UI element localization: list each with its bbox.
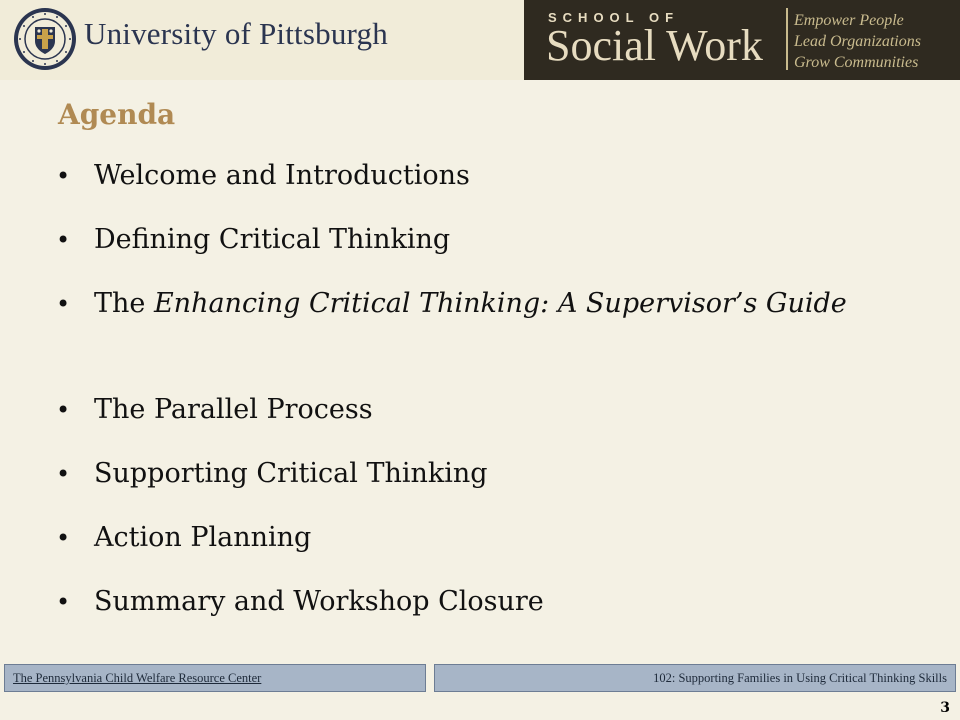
tagline-3: Grow Communities bbox=[794, 54, 919, 71]
agenda-item-text: The Parallel Process bbox=[94, 394, 373, 425]
slide-title: Agenda bbox=[58, 98, 176, 131]
agenda-item bbox=[56, 220, 916, 260]
tagline-1: Empower People bbox=[794, 12, 904, 29]
agenda-item bbox=[56, 518, 916, 558]
bullet-icon: • bbox=[56, 396, 71, 424]
agenda-item-prefix: The bbox=[94, 288, 154, 319]
agenda-item-text: Defining Critical Thinking bbox=[94, 224, 451, 255]
page-number: 3 bbox=[940, 700, 950, 716]
agenda-item-text: Supporting Critical Thinking bbox=[94, 458, 488, 489]
bullet-icon: • bbox=[56, 226, 71, 254]
footer-organization[interactable] bbox=[4, 664, 426, 692]
footer-organization-link[interactable]: The Pennsylvania Child Welfare Resource Center bbox=[13, 671, 262, 685]
agenda-item-text: Action Planning bbox=[94, 522, 312, 553]
footer-course-title: 102: Supporting Families in Using Critical Thinking Skills bbox=[653, 671, 947, 685]
agenda-item bbox=[56, 390, 916, 430]
slide-header bbox=[0, 0, 960, 80]
agenda-item-text: Welcome and Introductions bbox=[94, 160, 470, 191]
guide-title: Enhancing Critical Thinking: A Supervisor’s Guide bbox=[153, 288, 847, 319]
bullet-icon: • bbox=[56, 290, 71, 318]
pitt-banner bbox=[0, 0, 524, 80]
school-name: Social Work bbox=[546, 21, 763, 70]
agenda-item bbox=[56, 582, 916, 622]
university-seal-icon bbox=[13, 7, 77, 71]
agenda-item bbox=[56, 156, 916, 196]
banner-divider bbox=[786, 8, 788, 70]
bullet-icon: • bbox=[56, 162, 71, 190]
agenda-item bbox=[56, 454, 916, 494]
bullet-icon: • bbox=[56, 588, 71, 616]
university-name: University of Pittsburgh bbox=[84, 16, 388, 51]
school-banner bbox=[524, 0, 960, 80]
agenda-item bbox=[56, 284, 916, 324]
footer-course bbox=[434, 664, 956, 692]
taglines bbox=[794, 10, 921, 73]
tagline-2: Lead Organizations bbox=[794, 33, 921, 50]
agenda-item-text: Summary and Workshop Closure bbox=[94, 586, 544, 617]
bullet-icon: • bbox=[56, 524, 71, 552]
bullet-icon: • bbox=[56, 460, 71, 488]
school-of-label: SCHOOL OF bbox=[548, 10, 680, 25]
agenda-item-text bbox=[56, 284, 916, 324]
